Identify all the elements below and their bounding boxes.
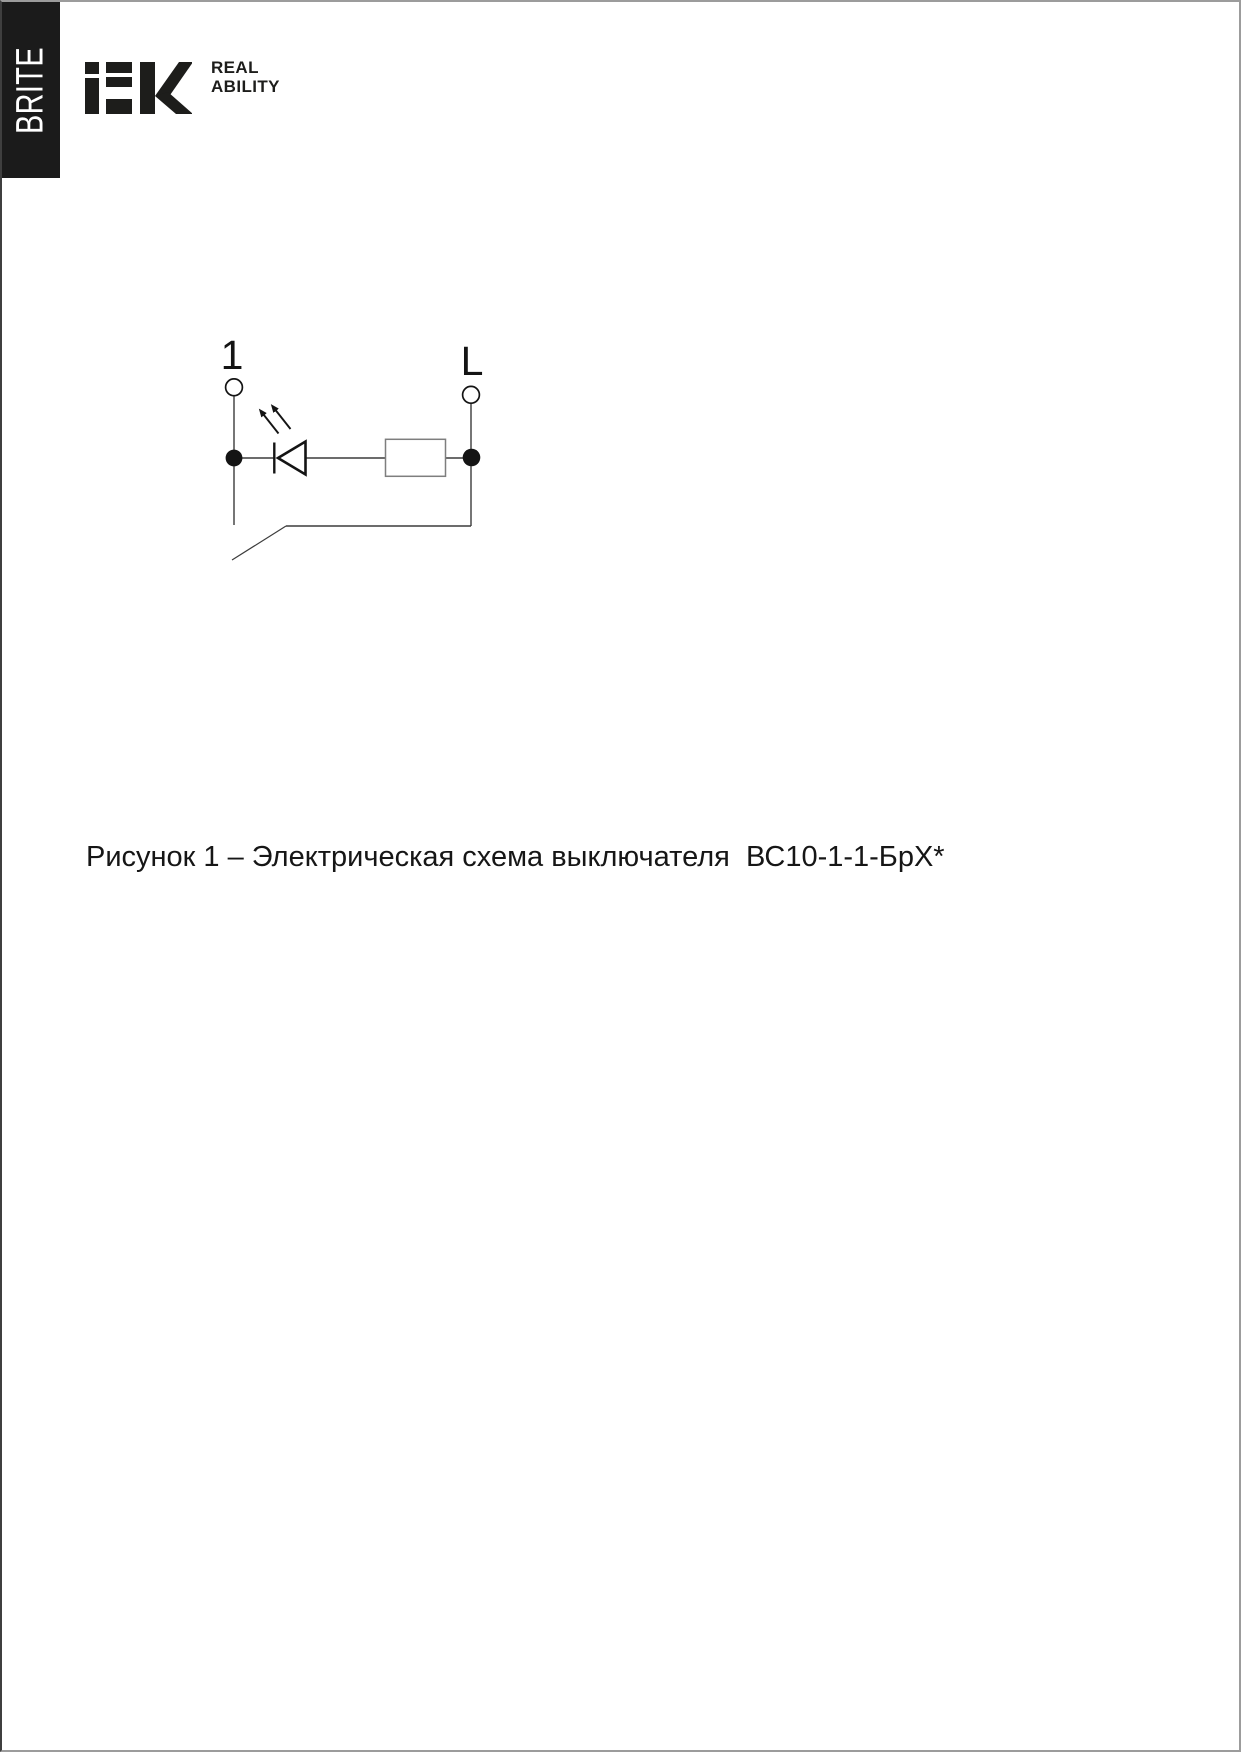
terminal-l-label: L [460,338,484,384]
junction-dot-right [463,449,481,467]
terminal-1-circle [226,379,243,396]
led-triangle [278,442,306,475]
brite-series-banner [2,2,60,178]
logo-e-mid-bar [106,77,132,87]
figure-caption: Рисунок 1 – Электрическая схема выключателя ВС10-1-1-БрХ* [86,841,945,873]
terminal-l-circle [463,386,480,403]
switch-arm [232,526,286,560]
iek-logo-icon [85,60,192,116]
junction-dot-left [226,450,243,467]
resistor-symbol [386,439,446,476]
terminal-1-label: 1 [220,332,244,378]
logo-tagline-line2: ABILITY [211,76,280,96]
logo-tagline-line1: REAL [211,58,259,77]
banner-label: BRITE [9,46,52,134]
led-symbol [264,410,306,475]
logo-k-stem [140,62,155,114]
logo-i-stem [85,78,99,114]
circuit-diagram [172,332,522,577]
logo-i-dot [85,62,99,74]
logo-tagline [211,59,280,96]
led-emission-arrows-icon [264,410,291,434]
logo-e-bottom-bar [106,99,132,114]
logo-e-top-bar [106,62,132,73]
logo-k-upper-arm [155,62,192,98]
logo-k-lower-arm [155,92,192,114]
